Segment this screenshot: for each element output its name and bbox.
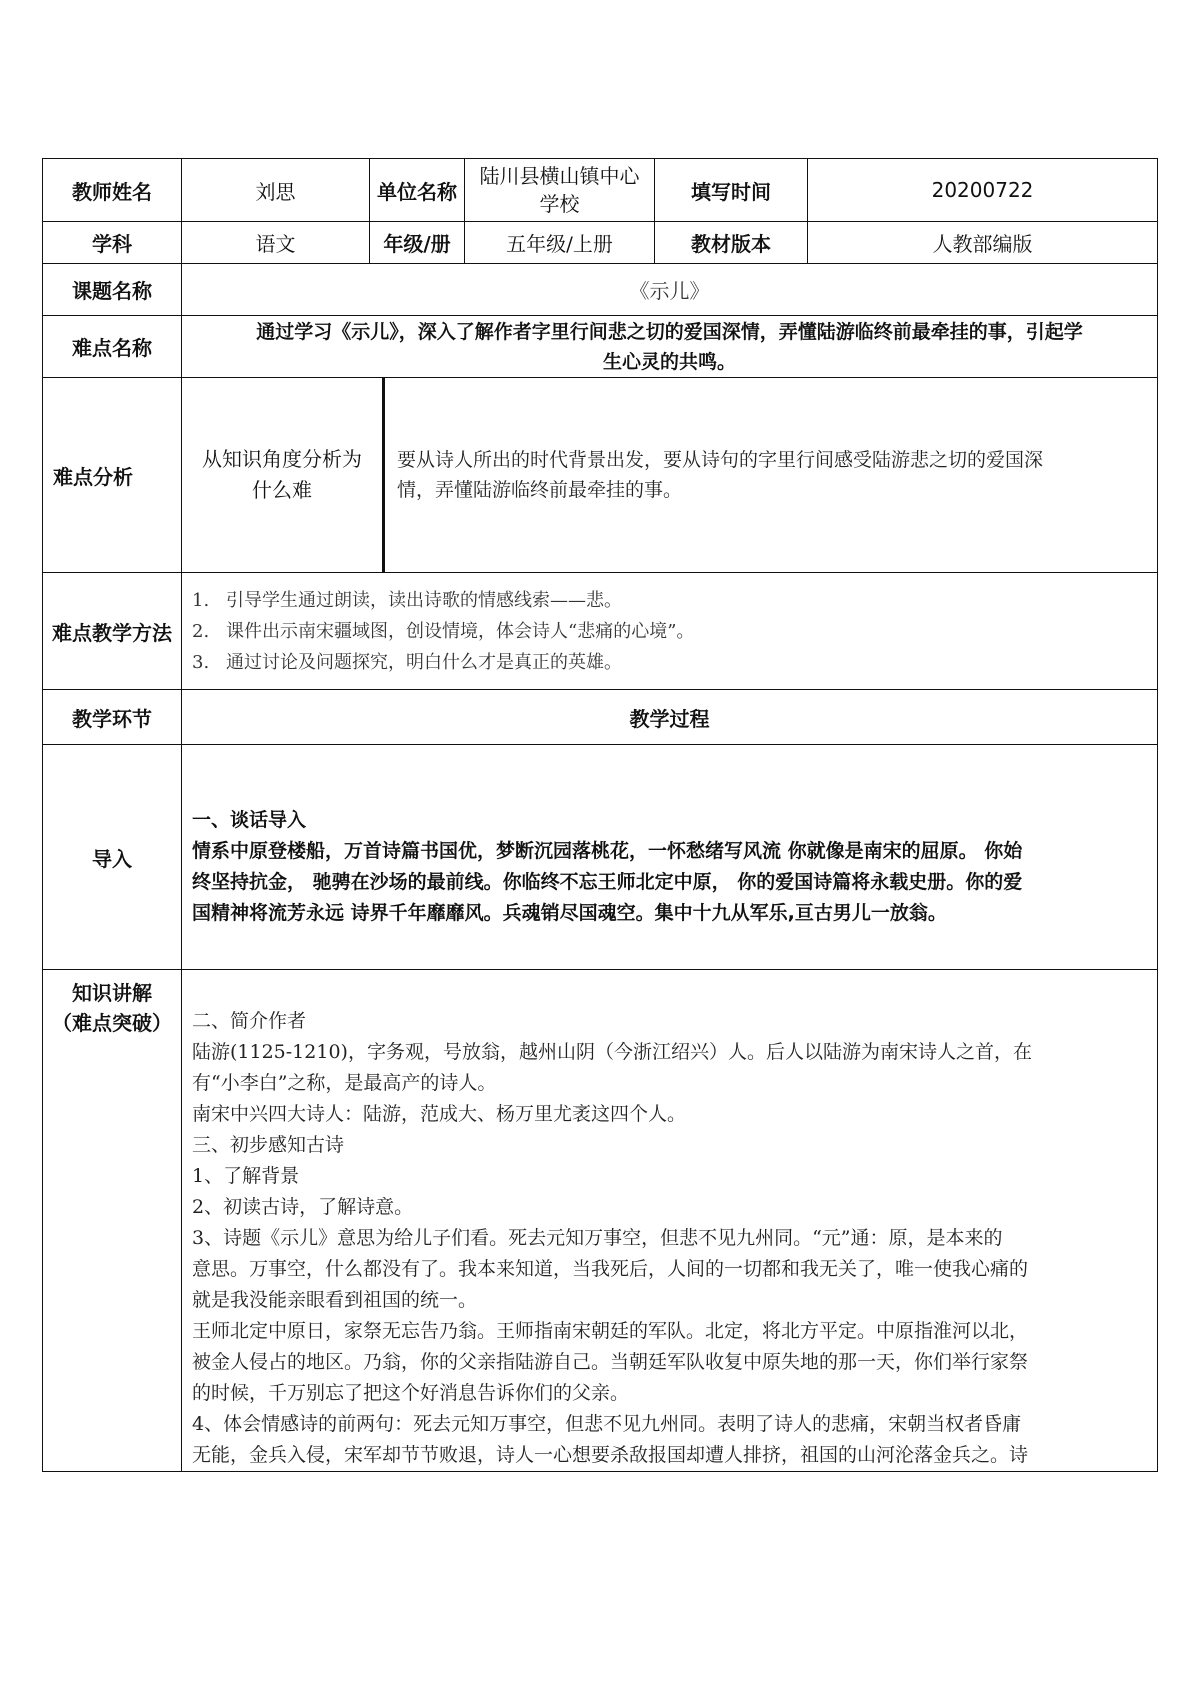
analysis-label: 难点分析 [43,378,182,573]
grade-label: 年级/册 [370,222,465,264]
analysis-text-line2: 情，弄懂陆游临终前最牵挂的事。 [397,479,683,501]
knowledge-line: 2、初读古诗，了解诗意。 [192,1196,414,1218]
subject-value: 语文 [182,222,370,264]
knowledge-line: 3、诗题《示儿》意思为给儿子们看。死去元知万事空，但悲不见九州同。“元”通：原，是本来的 [192,1227,1003,1249]
intro-row [43,745,1158,970]
analysis-text [384,378,1158,572]
difficulty-value [182,316,1158,378]
intro-heading: 一、谈话导入 [192,809,307,831]
edition-label: 教材版本 [655,222,808,264]
methods-list [182,573,1158,690]
grade-value: 五年级/上册 [465,222,655,264]
header-row [43,159,1158,222]
method-item: 1. 引导学生通过朗读，读出诗歌的情感线索——悲。 [192,589,622,611]
method-item: 2. 课件出示南宋疆域图，创设情境，体会诗人“悲痛的心境”。 [192,620,695,642]
knowledge-line: 陆游(1125-1210)，字务观，号放翁，越州山阴（今浙江绍兴）人。后人以陆游为南宋诗人之首，在 [192,1041,1032,1063]
unit-name-value [465,159,655,222]
intro-line: 国精神将流芳永远 诗界千年靡靡风。兵魂销尽国魂空。集中十九从军乐,亘古男儿一放翁。 [192,902,947,924]
fill-date-value: 20200722 [808,159,1158,222]
knowledge-label-line1: 知识讲解 [72,981,152,1005]
difficulty-label: 难点名称 [43,316,182,378]
knowledge-line: 三、初步感知古诗 [192,1134,345,1156]
intro-line: 终坚持抗金， 驰骋在沙场的最前线。你临终不忘王师北定中原， 你的爱国诗篇将永载史册。你的爱 [192,871,1023,893]
knowledge-line: 就是我没能亲眼看到祖国的统一。 [192,1289,478,1311]
difficulty-line2: 生心灵的共鸣。 [602,350,736,373]
difficulty-row [43,316,1158,378]
intro-label: 导入 [43,745,182,970]
teacher-name-label: 教师姓名 [43,159,182,222]
analysis-sub-label-line2: 什么难 [252,478,312,502]
method-item: 3. 通过讨论及问题探究，明白什么才是真正的英雄。 [192,651,622,673]
topic-value: 《示儿》 [182,264,1158,316]
knowledge-label [43,970,182,1472]
unit-name-line2: 学校 [539,192,580,216]
unit-name-line1: 陆川县横山镇中心 [479,164,640,188]
knowledge-line: 意思。万事空，什么都没有了。我本来知道，当我死后，人间的一切都和我无关了，唯一使我心痛的 [192,1258,1029,1280]
analysis-cell [182,378,1158,573]
analysis-row [43,378,1158,573]
topic-label: 课题名称 [43,264,182,316]
knowledge-line: 王师北定中原日，家祭无忘告乃翁。王师指南宋朝廷的军队。北定，将北方平定。中原指淮河以北， [192,1320,1029,1342]
lesson-plan-table [42,158,1158,1472]
knowledge-line: 被金人侵占的地区。乃翁，你的父亲指陆游自己。当朝廷军队收复中原失地的那一天，你们举行家祭 [192,1351,1029,1373]
analysis-inner-table [182,378,1157,572]
process-label: 教学过程 [182,690,1158,745]
methods-row [43,573,1158,690]
knowledge-line: 无能，金兵入侵，宋军却节节败退，诗人一心想要杀敌报国却遭人排挤，祖国的山河沦落金兵之。诗 [192,1444,1029,1466]
edition-value: 人教部编版 [808,222,1158,264]
process-step-label: 教学环节 [43,690,182,745]
knowledge-row [43,970,1158,1472]
topic-row [43,264,1158,316]
analysis-text-line1: 要从诗人所出的时代背景出发，要从诗句的字里行间感受陆游悲之切的爱国深 [397,449,1044,471]
knowledge-line: 有“小李白”之称，是最高产的诗人。 [192,1072,497,1094]
intro-content [182,745,1158,970]
difficulty-line1: 通过学习《示儿》，深入了解作者字里行间悲之切的爱国深情，弄懂陆游临终前最牵挂的事，引起学 [256,320,1083,343]
knowledge-line: 二、简介作者 [192,1010,307,1032]
unit-name-label: 单位名称 [370,159,465,222]
subject-label: 学科 [43,222,182,264]
teacher-name-value: 刘思 [182,159,370,222]
analysis-sub-label [182,378,384,572]
analysis-sub-label-line1: 从知识角度分析为 [202,447,362,471]
knowledge-line: 4、体会情感诗的前两句：死去元知万事空，但悲不见九州同。表明了诗人的悲痛，宋朝当权者昏庸 [192,1413,1022,1435]
process-header-row [43,690,1158,745]
knowledge-label-line2: （难点突破） [52,1011,172,1035]
knowledge-line: 的时候，千万别忘了把这个好消息告诉你们的父亲。 [192,1382,630,1404]
fill-date-label: 填写时间 [655,159,808,222]
subject-row [43,222,1158,264]
intro-line: 情系中原登楼船，万首诗篇书国优，梦断沉园落桃花，一怀愁绪写风流 你就像是南宋的屈原。 你始 [192,840,1023,862]
knowledge-line: 南宋中兴四大诗人：陆游，范成大、杨万里尤袤这四个人。 [192,1103,687,1125]
methods-label: 难点教学方法 [43,573,182,690]
knowledge-line: 1、了解背景 [192,1165,300,1187]
knowledge-content [182,970,1158,1472]
